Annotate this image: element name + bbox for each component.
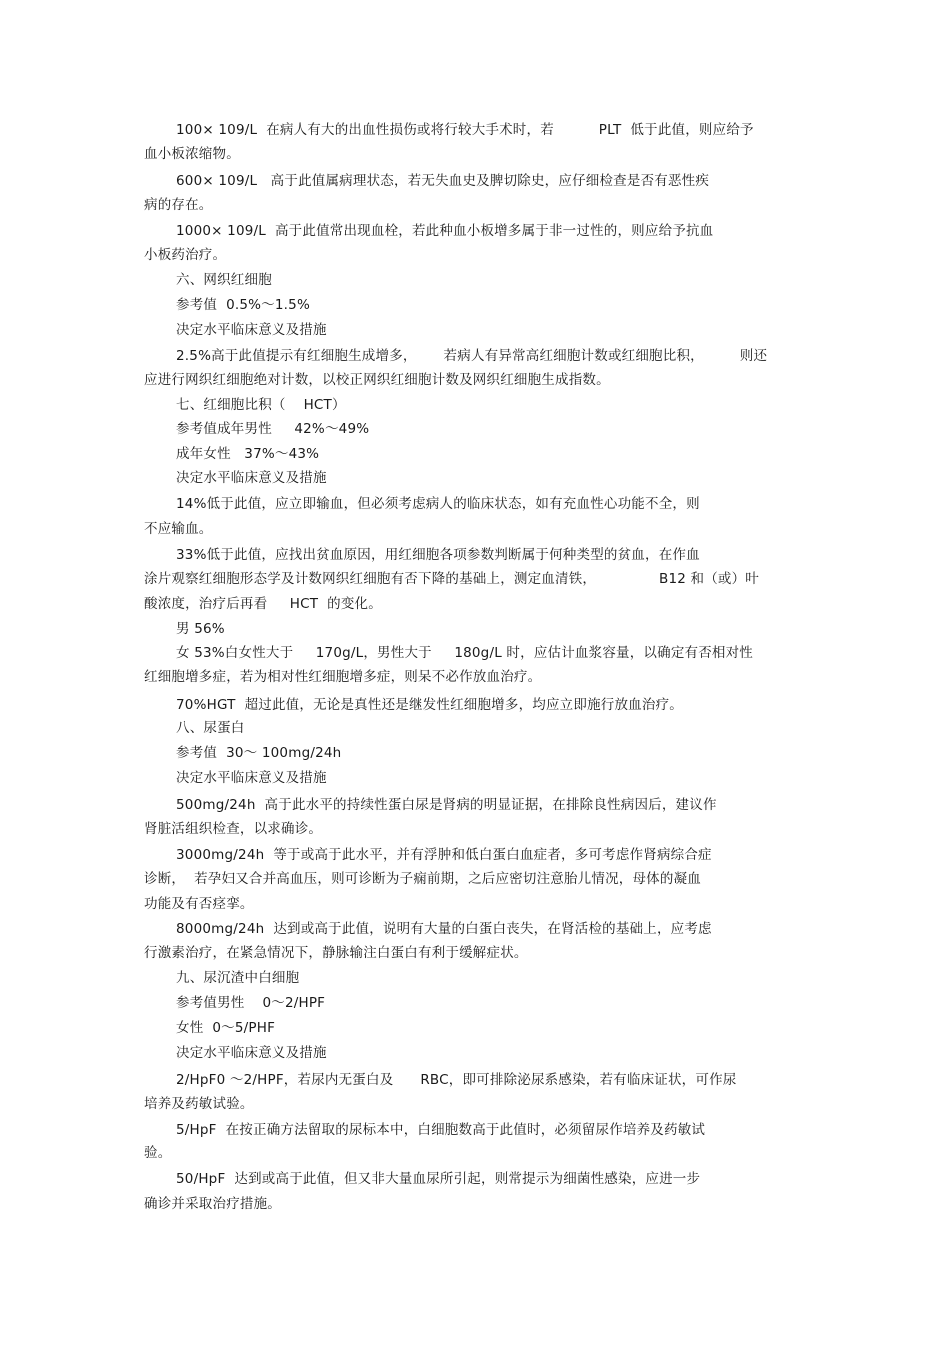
- text-line: 参考值男性 0～2/HPF: [176, 995, 326, 1011]
- text-line: 肾脏活组织检查，以求确诊。: [144, 821, 323, 837]
- text-line: 功能及有否痉挛。: [144, 896, 254, 912]
- text-line: 33%低于此值，应找出贫血原因，用红细胞各项参数判断属于何种类型的贫血，在作血: [176, 547, 700, 563]
- text-line: 小板药治疗。: [144, 247, 227, 263]
- text-line: 参考值成年男性 42%～49%: [176, 421, 370, 437]
- text-line: 1000× 109/L 高于此值常出现血栓，若此种血小板增多属于非一过性的，则应给予抗血: [176, 223, 714, 239]
- text-line: 参考值 0.5%～1.5%: [176, 297, 310, 313]
- text-line: 验。: [144, 1145, 172, 1161]
- text-line: 3000mg/24h 等于或高于此水平，并有浮肿和低白蛋白血症者，多可考虑作肾病综合症: [176, 847, 712, 863]
- text-line: 女 53%白女性大于 170g/L，男性大于 180g/L 时，应估计血浆容量，以确定有否相对性: [176, 645, 754, 661]
- text-line: 2/HpF0 ～2/HPF，若尿内无蛋白及 RBC，即可排除泌尿系感染，若有临床证状，可作尿: [176, 1072, 737, 1088]
- text-line: 行激素治疗，在紧急情况下，静脉输注白蛋白有利于缓解症状。: [144, 945, 528, 961]
- text-line: 酸浓度，治疗后再看 HCT 的变化。: [144, 596, 382, 612]
- text-line: 确诊并采取治疗措施。: [144, 1196, 281, 1212]
- text-line: 不应输血。: [144, 521, 213, 537]
- text-line: 诊断， 若孕妇又合并高血压，则可诊断为子痫前期，之后应密切注意胎儿情况，母体的凝血: [144, 871, 701, 887]
- text-line: 500mg/24h 高于此水平的持续性蛋白尿是肾病的明显证据，在排除良性病因后，建议作: [176, 797, 717, 813]
- text-line: 决定水平临床意义及措施: [176, 770, 327, 786]
- text-line: 男 56%: [176, 621, 225, 637]
- text-line: 血小板浓缩物。: [144, 146, 240, 162]
- section-heading: 六、网织红细胞: [176, 272, 272, 288]
- text-line: 病的存在。: [144, 197, 213, 213]
- text-line: 50/HpF 达到或高于此值，但又非大量血尿所引起，则常提示为细菌性感染，应进一步: [176, 1171, 701, 1187]
- text-line: 14%低于此值，应立即输血，但必须考虑病人的临床状态，如有充血性心功能不全，则: [176, 496, 700, 512]
- section-heading: 七、红细胞比积（ HCT）: [176, 397, 346, 413]
- text-line: 8000mg/24h 达到或高于此值，说明有大量的白蛋白丧失，在肾活检的基础上，应考虑: [176, 921, 712, 937]
- text-line: 女性 0～5/PHF: [176, 1020, 276, 1036]
- text-line: 2.5%高于此值提示有红细胞生成增多， 若病人有异常高红细胞计数或红细胞比积， 则还: [176, 348, 768, 364]
- text-line: 决定水平临床意义及措施: [176, 322, 327, 338]
- section-heading: 九、尿沉渣中白细胞: [176, 970, 300, 986]
- text-line: 决定水平临床意义及措施: [176, 1045, 327, 1061]
- text-line: 参考值 30～ 100mg/24h: [176, 745, 342, 761]
- section-heading: 八、尿蛋白: [176, 720, 245, 736]
- text-line: 70%HGT 超过此值，无论是真性还是继发性红细胞增多，均应立即施行放血治疗。: [176, 697, 683, 713]
- text-line: 600× 109/L 高于此值属病理状态，若无失血史及脾切除史，应仔细检查是否有恶性疾: [176, 173, 710, 189]
- text-line: 决定水平临床意义及措施: [176, 470, 327, 486]
- text-line: 培养及药敏试验。: [144, 1096, 254, 1112]
- text-line: 100× 109/L 在病人有大的出血性损伤或将行较大手术时，若 PLT 低于此值，则应给予: [176, 122, 754, 138]
- text-line: 应进行网织红细胞绝对计数，以校正网织红细胞计数及网织红细胞生成指数。: [144, 372, 610, 388]
- text-line: 红细胞增多症，若为相对性红细胞增多症，则呆不必作放血治疗。: [144, 669, 542, 685]
- text-line: 涂片观察红细胞形态学及计数网织红细胞有否下降的基础上，测定血清铁， B12 和（或）叶: [144, 571, 760, 587]
- text-line: 5/HpF 在按正确方法留取的尿标本中，白细胞数高于此值时，必须留尿作培养及药敏试: [176, 1122, 706, 1138]
- text-line: 成年女性 37%～43%: [176, 446, 320, 462]
